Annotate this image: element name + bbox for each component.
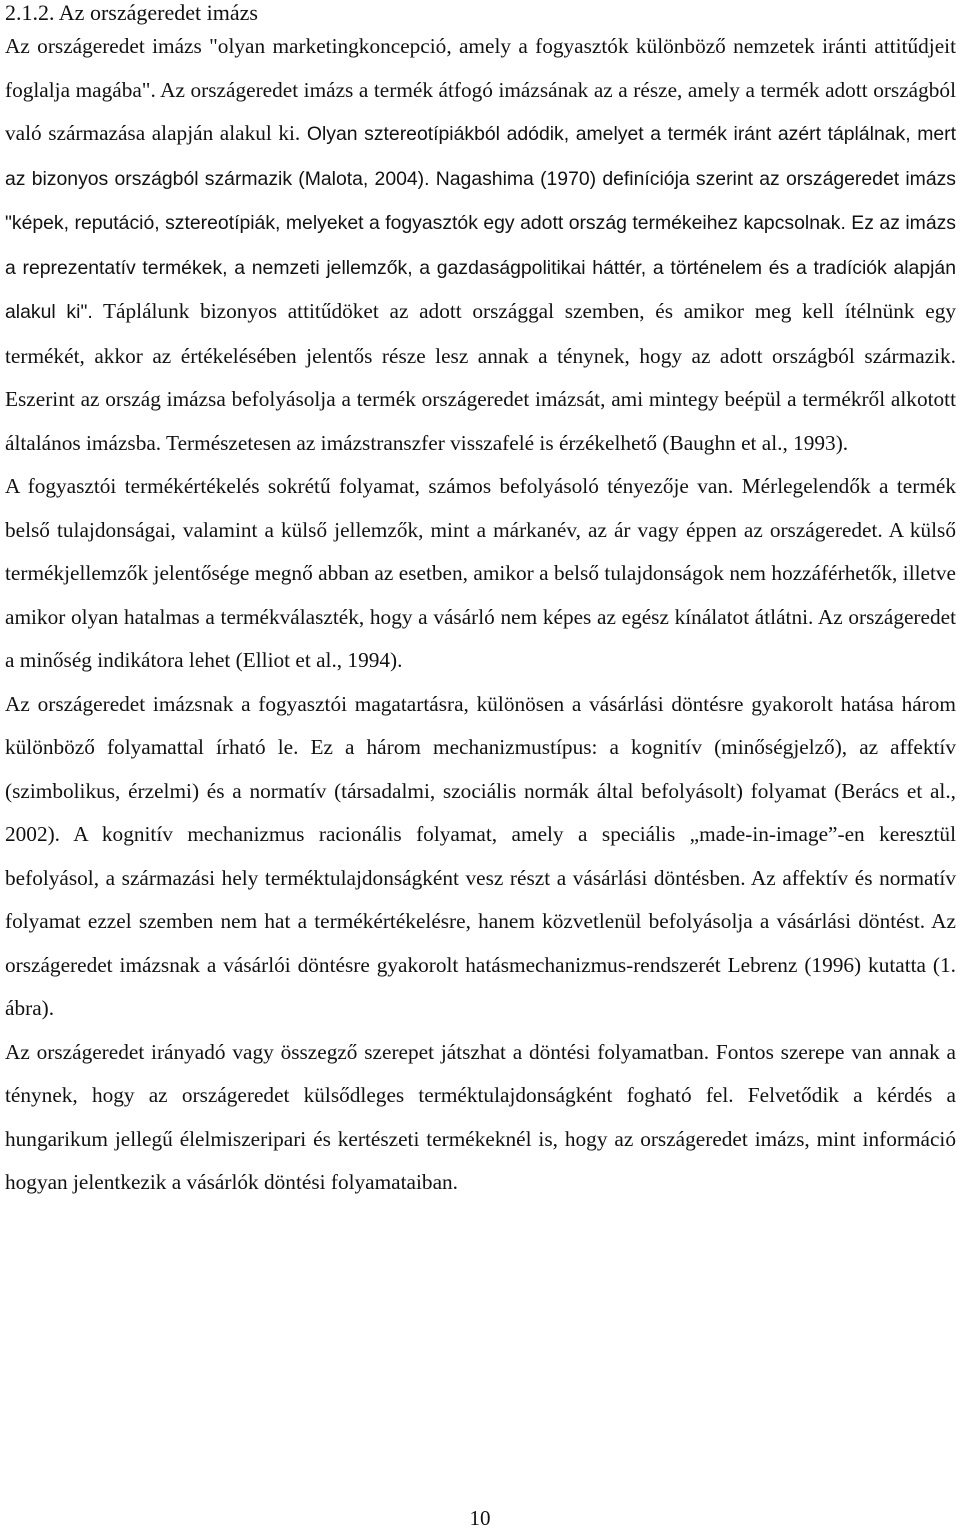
paragraph-product-evaluation: A fogyasztói termékértékelés sokrétű folyamat, számos befolyásoló tényezője van. Mérlegelendők a termék belső tulajdonságai, valamint a külső jellemzők, mint a márkanév, az ár vagy éppen az országeredet. A külső termékjellemzők jelentősége megnő abban az esetben, amikor a belső tulajdonságok nem hozzáférhetők, illetve amikor olyan hatalmas a termékválaszték, hogy a vásárló nem képes az egész kínálatot átlátni. Az országeredet a minőség indikátora lehet (Elliot et al., 1994). — [5, 474, 956, 672]
section-heading: 2.1.2. Az országeredet imázs — [5, 0, 258, 25]
paragraph-sans-text: Olyan sztereotípiákból adódik, amelyet a termék iránt azért táplálnak, mert az bizonyos országból származik (Malota, 2004). Nagashima (1970) definíciója szerint az országeredet imázs "képek, reputáció, sztereotípiák, melyeket a fogyasztók egy adott ország termékeihez kapcsolnak. Ez az imázs a reprezentatív termékek, a nemzeti jellemzők, a gazdaságpolitikai háttér, a történelem és a tradíciók alapján alakul ki". — [5, 123, 956, 323]
paragraph-country-image-definition — [5, 25, 956, 465]
paragraph-decision-process: Az országeredet irányadó vagy összegző szerepet játszhat a döntési folyamatban. Fontos szerepe van annak a ténynek, hogy az országeredet külsődleges terméktulajdonságként fogható fel. Felvetődik a kérdés a hungarikum jellegű élelmiszeripari és kertészeti termékeknél is, hogy az országeredet imázs, mint információ hogyan jelentkezik a vásárlók döntési folyamataiban. — [5, 1039, 956, 1194]
paragraph-intro-text: Az országeredet imázs "olyan marketingkoncepció, amely a fogyasztók különböző nemzetek iránti attitűdjeit foglalja magába". Az országeredet imázs a termék átfogó imázsának az a része, amely a termék adott országból való származása alapján alakul ki. — [5, 34, 956, 145]
paragraph-attitude-text: Táplálunk bizonyos attitűdöket az adott országgal szemben, és amikor meg kell ítélnünk egy termékét, akkor az értékelésében jelentős része lesz annak a ténynek, hogy az adott országból származik. Eszerint az ország imázsa befolyásolja a termék országeredet imázsát, ami mintegy beépül a termékről alkotott általános imázsba. Természetesen az imázstranszfer visszafelé is érzékelhető (Baughn et al., 1993). — [5, 299, 956, 455]
document-page — [5, 0, 956, 1205]
page-number: 10 — [469, 1506, 491, 1530]
paragraph-mechanisms: Az országeredet imázsnak a fogyasztói magatartásra, különösen a vásárlási döntésre gyakorolt hatása három különböző folyamattal írható le. Ez a három mechanizmustípus: a kognitív (minőségjelző), az affektív (szimbolikus, érzelmi) és a normatív (társadalmi, szociális normák által befolyásolt) folyamat (Berács et al., 2002). A kognitív mechanizmus racionális folyamat, amely a speciális „made-in-image”-en keresztül befolyásol, a származási hely terméktulajdonságként vesz részt a vásárlási döntésben. Az affektív és normatív folyamat ezzel szemben nem hat a termékértékelésre, hanem közvetlenül befolyásolja a vásárlási döntést. Az országeredet imázsnak a vásárlói döntésre gyakorolt hatásmechanizmus-rendszerét Lebrenz (1996) kutatta (1. ábra). — [5, 691, 956, 1020]
